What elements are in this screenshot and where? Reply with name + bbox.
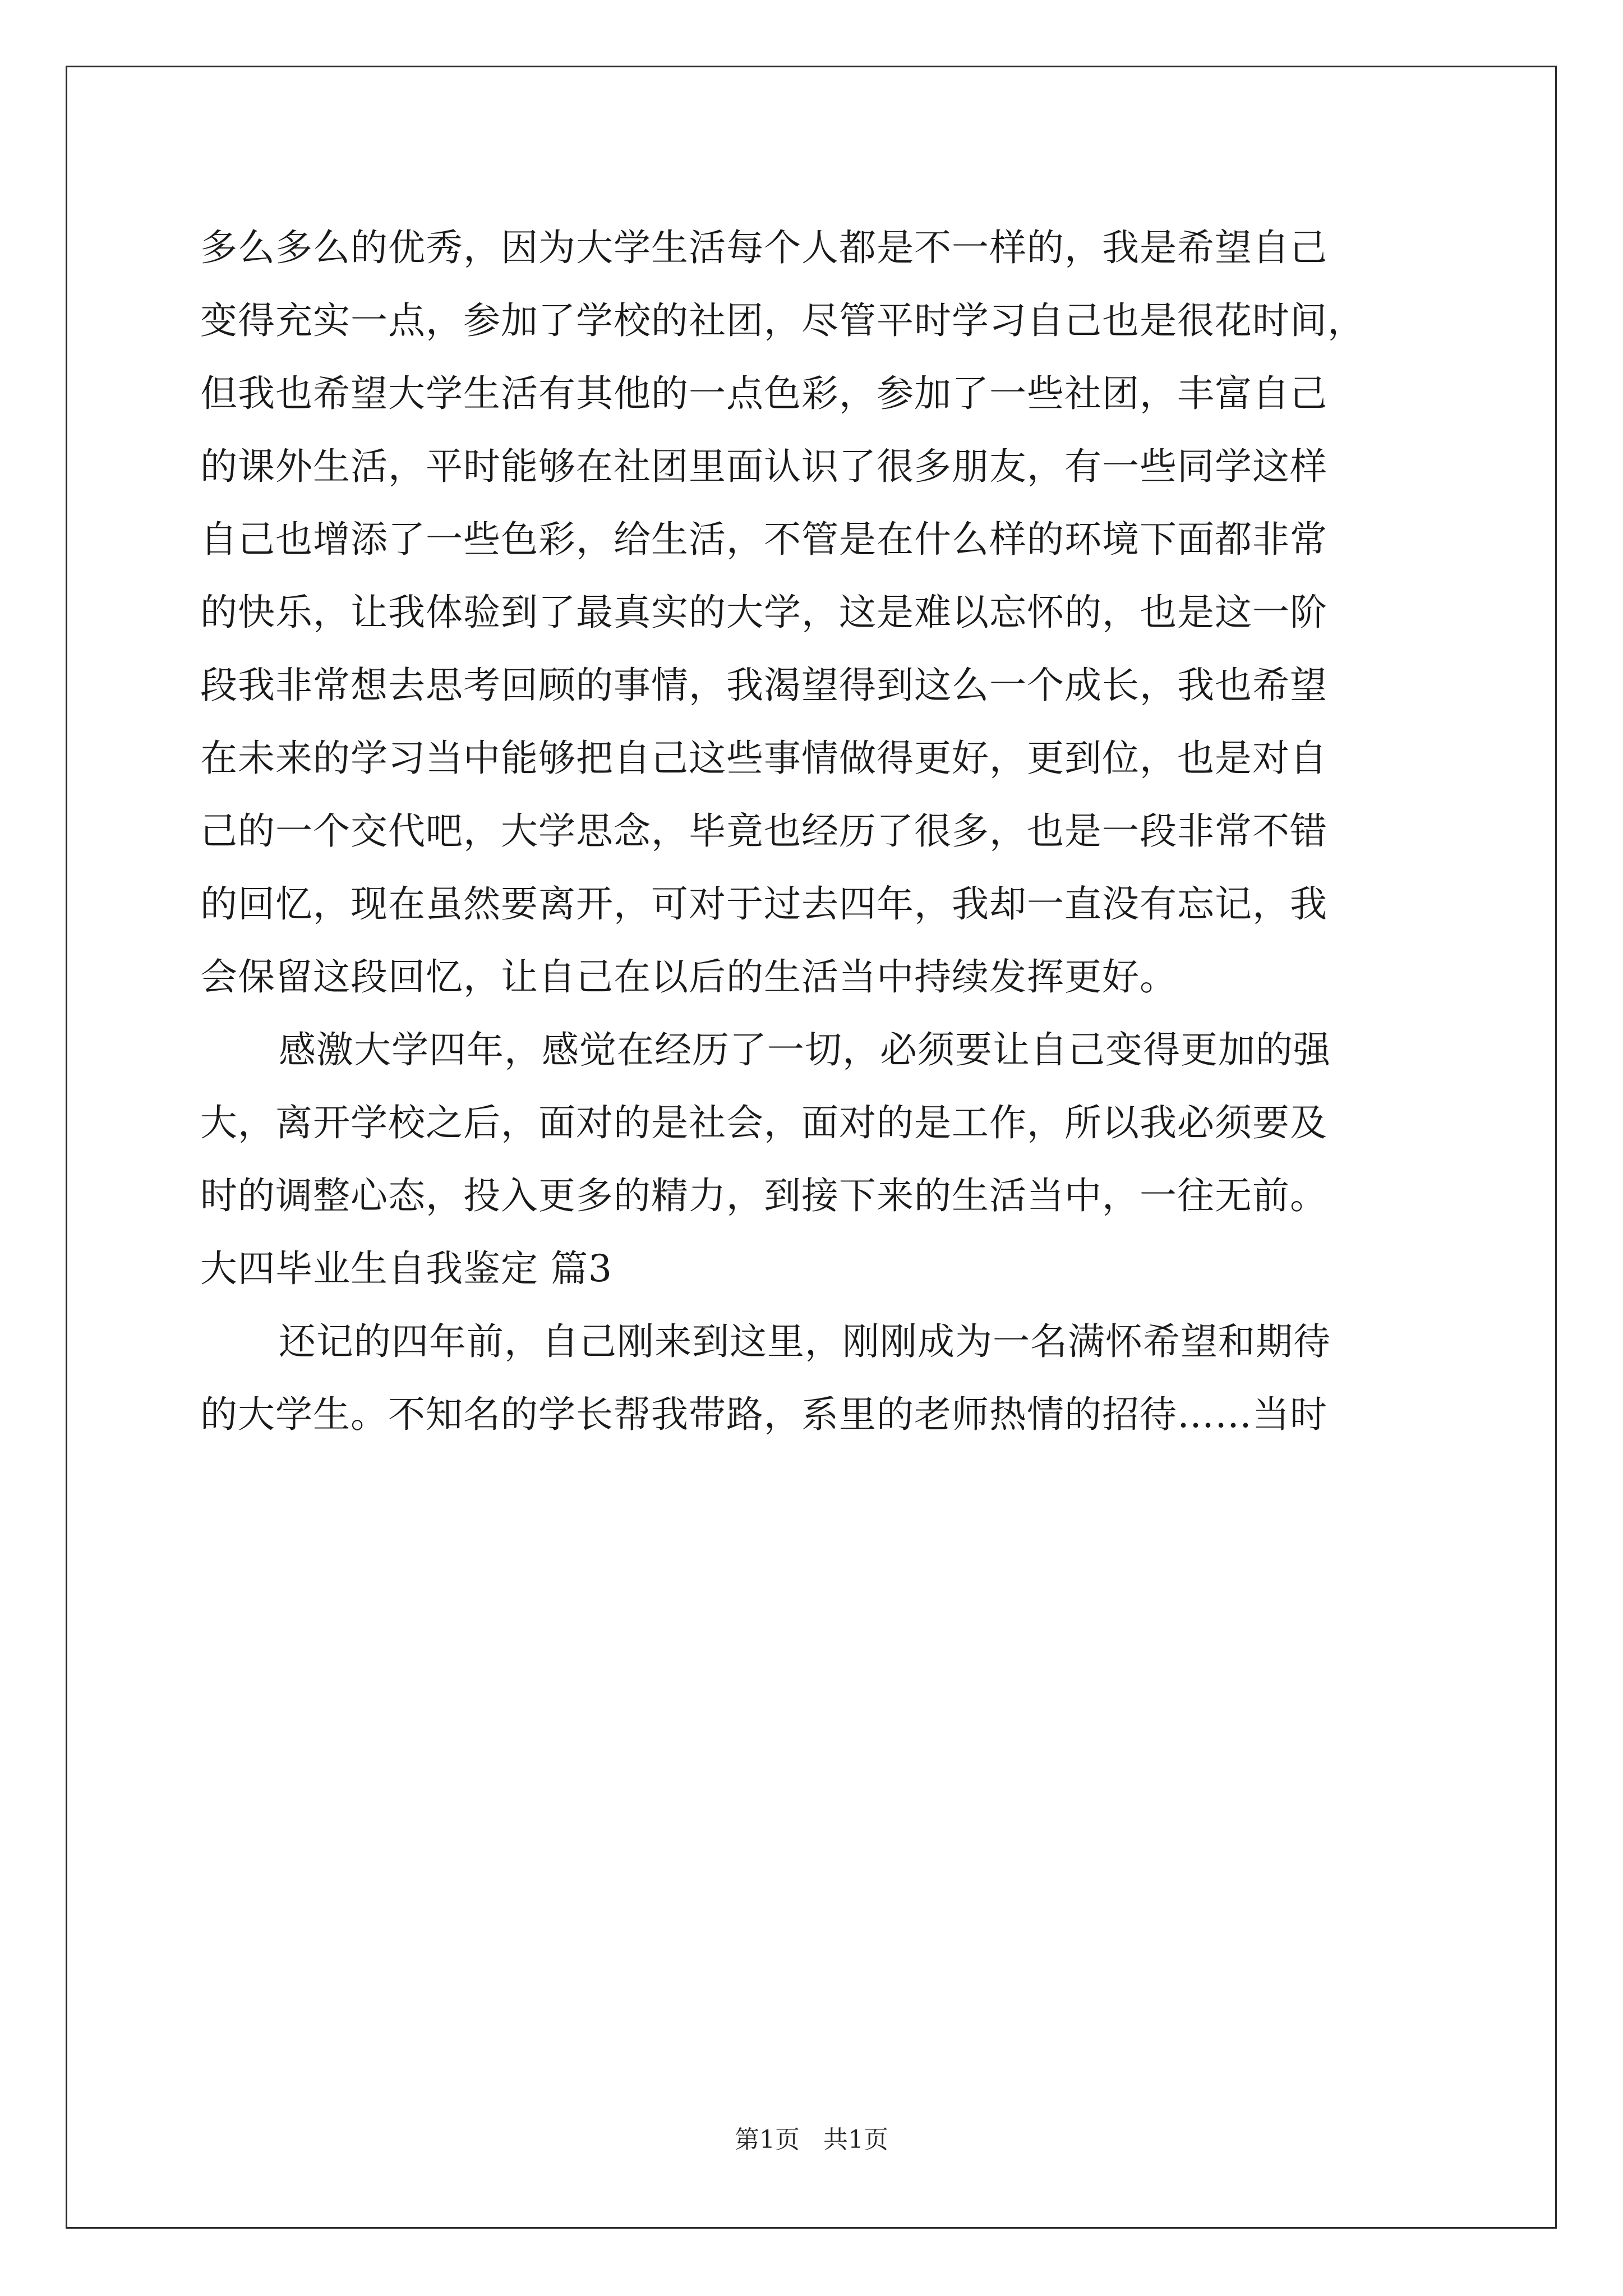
paragraph-line: 的大学生。不知名的学长帮我带路，系里的老师热情的招待……当时: [200, 1393, 1327, 1436]
paragraph-line: 但我也希望大学生活有其他的一点色彩，参加了一些社团，丰富自己: [200, 372, 1327, 415]
paragraph-line: 在未来的学习当中能够把自己这些事情做得更好，更到位，也是对自: [200, 737, 1327, 780]
section-heading: 大四毕业生自我鉴定 篇3: [200, 1247, 612, 1290]
paragraph-line: 还记的四年前，自己刚来到这里，刚刚成为一名满怀希望和期待: [279, 1320, 1331, 1363]
paragraph-line: 时的调整心态，投入更多的精力，到接下来的生活当中，一往无前。: [200, 1174, 1327, 1217]
paragraph-line: 段我非常想去思考回顾的事情，我渴望得到这么一个成长，我也希望: [200, 664, 1327, 707]
page-number-footer: 第1页 共1页: [735, 2125, 888, 2154]
paragraph-line: 的课外生活，平时能够在社团里面认识了很多朋友，有一些同学这样: [200, 445, 1327, 488]
paragraph-line: 的快乐，让我体验到了最真实的大学，这是难以忘怀的，也是这一阶: [200, 591, 1327, 634]
paragraph-line: 的回忆，现在虽然要离开，可对于过去四年，我却一直没有忘记，我: [200, 882, 1327, 926]
paragraph-line: 自己也增添了一些色彩，给生活，不管是在什么样的环境下面都非常: [200, 518, 1327, 561]
paragraph-line: 多么多么的优秀，因为大学生活每个人都是不一样的，我是希望自己: [200, 226, 1327, 269]
paragraph-line: 感激大学四年，感觉在经历了一切，必须要让自己变得更加的强: [279, 1028, 1331, 1071]
paragraph-line: 变得充实一点，参加了学校的社团，尽管平时学习自己也是很花时间，: [200, 299, 1365, 342]
paragraph-line: 己的一个交代吧，大学思念，毕竟也经历了很多，也是一段非常不错: [200, 809, 1327, 853]
paragraph-line: 大，离开学校之后，面对的是社会，面对的是工作，所以我必须要及: [200, 1101, 1327, 1144]
paragraph-line: 会保留这段回忆，让自己在以后的生活当中持续发挥更好。: [200, 955, 1177, 999]
